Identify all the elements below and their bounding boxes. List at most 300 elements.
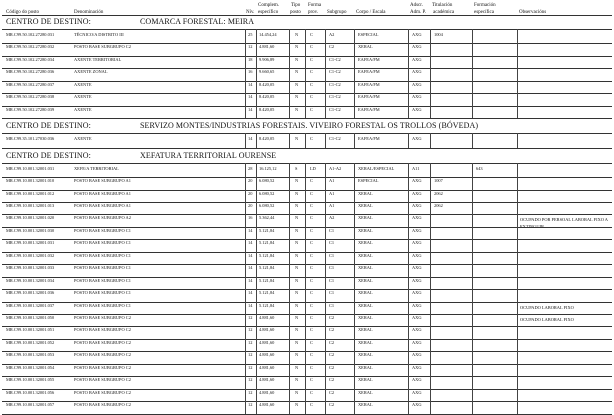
row-forma: C [310, 178, 313, 184]
column-divider [245, 133, 246, 147]
row-adscr: AXG [412, 302, 422, 308]
row-tipo: N [295, 277, 299, 283]
row-nivel: 14 [248, 290, 253, 296]
row-forma: C [310, 69, 313, 75]
row-subgrupo: C1 [329, 265, 335, 271]
row-denominacion: AXENTE [74, 136, 92, 142]
row-denominacion: POSTO BASE SUBGRUPO C2 [74, 364, 131, 370]
row-corpo: EAFEA/FM [358, 81, 380, 87]
row-code: MR.C99.50.102.27280.036 [6, 69, 55, 75]
row-tipo: N [295, 402, 299, 408]
row-titulacion: 2062 [434, 202, 443, 208]
row-complem: 4.881,60 [259, 352, 275, 358]
header-forma: Forma [308, 3, 322, 8]
row-corpo: EAFEA/FM [358, 94, 380, 100]
column-divider [305, 163, 306, 414]
row-nivel: 16 [248, 215, 253, 221]
row-adscr: AXG [412, 44, 422, 50]
row-subgrupo: C2 [329, 327, 335, 333]
column-divider [408, 163, 409, 414]
row-corpo: XERAL [358, 190, 373, 196]
row-corpo: XERAL [358, 44, 373, 50]
row-nivel: 14 [248, 94, 253, 100]
row-subgrupo: C2 [329, 389, 335, 395]
row-complem: 4.881,60 [259, 364, 275, 370]
row-code: MR.C99.50.102.27280.039 [6, 106, 55, 112]
row-titulacion: 2062 [434, 190, 443, 196]
section-rule [2, 29, 612, 30]
row-adscr: AXG [412, 377, 422, 383]
row-adscr: AXG [412, 136, 422, 142]
row-code: MR.C99.10.001.32001.053 [6, 352, 55, 358]
row-tipo: N [295, 202, 299, 208]
row-code: MR.C99.50.102.27280.037 [6, 81, 55, 87]
row-nivel: 14 [248, 106, 253, 112]
row-forma: C [310, 56, 313, 62]
row-corpo: EAFEA/FM [358, 106, 380, 112]
row-tipo: N [295, 32, 299, 37]
row-code: MR.C99.10.001.32001.033 [6, 265, 55, 271]
row-forma: C [310, 94, 313, 100]
row-adscr: AXG [412, 327, 422, 333]
row-forma: C [310, 277, 313, 283]
row-complem: 8.420,05 [259, 94, 275, 100]
row-subgrupo: C2 [329, 339, 335, 345]
row-corpo: XERAL [358, 339, 373, 345]
row-complem: 5.121,84 [259, 265, 275, 271]
row-complem: 4.881,60 [259, 327, 275, 333]
row-adscr: AXG [412, 202, 422, 208]
row-adscr: AXG [412, 81, 422, 87]
header-forma-prov: prov. [308, 10, 319, 15]
row-denominacion: POSTO BASE SUBGRUPO C2 [74, 389, 131, 395]
header-tipo: Tipo [291, 3, 301, 8]
row-corpo: XERAL [358, 327, 373, 333]
row-code: MR.C99.10.001.32001.012 [6, 190, 55, 196]
row-forma: C [310, 265, 313, 271]
row-denominacion: POSTO BASE SUBGRUPO C1 [74, 277, 131, 283]
row-adscr: AXG [412, 364, 422, 370]
row-code: MR.C99.10.001.32001.013 [6, 202, 55, 208]
header-formacion-especifica: específica [474, 10, 494, 15]
row-denominacion: AXENTE [74, 106, 92, 112]
column-divider [256, 133, 257, 147]
row-complem: 4.881,60 [259, 315, 275, 320]
column-divider [430, 29, 431, 118]
row-forma: C [310, 252, 313, 258]
row-forma: C [310, 227, 313, 233]
row-subgrupo: C2 [329, 44, 335, 50]
row-observacions: OCUPADO POR PERSOAL LABORAL FIXO A EXTINGUIR [520, 217, 608, 230]
row-code: MR.C99.10.001.32001.036 [6, 290, 55, 296]
row-corpo: XERAL [358, 215, 373, 221]
row-denominacion: POSTO BASE SUBGRUPO C1 [74, 265, 131, 271]
row-forma: C [310, 106, 313, 112]
row-nivel: 14 [248, 302, 253, 308]
row-adscr: AXG [412, 69, 422, 75]
row-code: MR.C99.50.102.27280.034 [6, 56, 55, 62]
section-label: CENTRO DE DESTINO: [6, 150, 91, 160]
row-tipo: N [295, 44, 299, 50]
row-complem: 9.906,89 [259, 56, 275, 62]
row-subgrupo: C1-C2 [329, 94, 341, 100]
row-forma: C [310, 32, 313, 37]
row-nivel: 12 [248, 339, 253, 345]
column-divider [472, 29, 473, 118]
row-corpo: XERAL [358, 265, 373, 271]
row-code: MR.C99.10.001.32001.034 [6, 277, 55, 283]
row-denominacion: POSTO BASE SUBGRUPO C2 [74, 339, 131, 345]
row-tipo: N [295, 377, 299, 383]
row-subgrupo: C1 [329, 277, 335, 283]
row-subgrupo: C1-C2 [329, 136, 341, 142]
row-complem: 4.881,60 [259, 377, 275, 383]
header-titulacion: Titulación [432, 3, 453, 8]
row-nivel: 20 [248, 202, 253, 208]
row-observacions: OCUPADO LABORAL FIXO [520, 304, 574, 310]
row-code: MR.C99.10.001.32001.050 [6, 315, 55, 320]
row-tipo: N [295, 252, 299, 258]
row-nivel: 16 [248, 69, 253, 75]
row-denominacion: POSTO BASE SUBGRUPO C1 [74, 302, 131, 308]
row-corpo: XERAL [358, 364, 373, 370]
row-adscr: AXG [412, 315, 422, 320]
row-complem: 4.881,60 [259, 402, 275, 408]
header-formacion: Formación [474, 3, 496, 8]
row-code: MR.C99.10.001.32001.030 [6, 227, 55, 233]
row-corpo: XERAL [358, 240, 373, 246]
row-complem: 5.121,84 [259, 240, 275, 246]
row-observacions: OCUPADO LABORAL FIXO [520, 317, 574, 322]
column-divider [354, 133, 355, 147]
row-tipo: N [295, 352, 299, 358]
row-code: MR.C99.10.001.32001.032 [6, 252, 55, 258]
row-formacion: 643 [476, 165, 483, 171]
row-code: MR.C99.35.101.27030.036 [6, 136, 55, 142]
header-corpo: Corpo / Escala [356, 10, 386, 15]
header-rule [2, 15, 612, 16]
row-subgrupo: A2 [329, 215, 335, 221]
row-denominacion: POSTO BASE SUBGRUPO C2 [74, 315, 131, 320]
row-adscr: AXG [412, 290, 422, 296]
row-denominacion: POSTO BASE SUBGRUPO C2 [74, 327, 131, 333]
row-denominacion: POSTO BASE SUBGRUPO C2 [74, 352, 131, 358]
row-subgrupo: C2 [329, 402, 335, 408]
row-titulacion: 1007 [434, 178, 443, 184]
section-label: CENTRO DE DESTINO: [6, 121, 91, 131]
row-forma: C [310, 215, 313, 221]
column-divider [245, 163, 246, 414]
row-subgrupo: C2 [329, 315, 335, 320]
row-adscr: AXG [412, 389, 422, 395]
row-corpo: XERAL [358, 227, 373, 233]
column-divider [325, 133, 326, 147]
row-subgrupo: C1 [329, 302, 335, 308]
section-name: COMARCA FORESTAL: MEIRA [140, 17, 255, 26]
row-rule [2, 81, 612, 82]
row-nivel: 12 [248, 315, 253, 320]
row-denominacion: POSTO BASE SUBGRUPO C1 [74, 252, 131, 258]
row-tipo: N [295, 178, 299, 184]
row-nivel: 12 [248, 352, 253, 358]
row-complem: 5.121,84 [259, 252, 275, 258]
row-denominacion: TÉCNICO/A DISTRITO III [74, 32, 124, 37]
column-divider [472, 163, 473, 414]
row-adscr: AXG [412, 94, 422, 100]
row-forma: C [310, 315, 313, 320]
row-tipo: N [295, 190, 299, 196]
row-nivel: 18 [248, 56, 253, 62]
row-nivel: 14 [248, 240, 253, 246]
row-nivel: 12 [248, 377, 253, 383]
row-complem: 5.121,84 [259, 302, 275, 308]
row-subgrupo: A2 [329, 32, 335, 37]
row-denominacion: POSTO BASE SUBGRUPO C1 [74, 290, 131, 296]
row-adscr: AXG [412, 252, 422, 258]
column-divider [472, 133, 473, 147]
row-nivel: 28 [248, 165, 253, 171]
row-adscr: A11 [412, 165, 420, 171]
row-code: MR.C99.50.102.27280.032 [6, 44, 55, 50]
row-tipo: N [295, 290, 299, 296]
row-adscr: AXG [412, 339, 422, 345]
row-tipo: N [295, 69, 299, 75]
column-divider [430, 133, 431, 147]
row-tipo: N [295, 265, 299, 271]
column-divider [517, 133, 518, 147]
header-nivel: Nív. [246, 10, 255, 15]
column-divider [517, 163, 518, 414]
row-code: MR.C99.10.001.32001.031 [6, 240, 55, 246]
row-corpo: XERAL [358, 202, 373, 208]
row-corpo: XERAL [358, 302, 373, 308]
row-subgrupo: C2 [329, 364, 335, 370]
row-subgrupo: C1-C2 [329, 56, 341, 62]
row-code: MR.C99.10.001.32001.052 [6, 339, 55, 345]
row-complem: 4.881,60 [259, 339, 275, 345]
row-nivel: 20 [248, 178, 253, 184]
row-tipo: N [295, 136, 299, 142]
row-titulacion: 1004 [434, 32, 443, 37]
row-denominacion: POSTO BASE SUBGRUPO A1 [74, 178, 131, 184]
row-nivel: 14 [248, 265, 253, 271]
row-adscr: AXG [412, 277, 422, 283]
row-subgrupo: C1-C2 [329, 69, 341, 75]
row-code: MR.C99.10.001.32001.031 [6, 165, 55, 171]
row-complem: 5.362,44 [259, 215, 275, 221]
header-titulacion-academica: académica [433, 10, 455, 15]
row-nivel: 20 [248, 190, 253, 196]
row-corpo: XERAL [358, 389, 373, 395]
row-nivel: 14 [248, 136, 253, 142]
column-divider [354, 163, 355, 414]
row-tipo: N [295, 56, 299, 62]
row-tipo: N [295, 215, 299, 221]
row-corpo: XERAL/ESPECIAL [358, 165, 395, 171]
column-divider [408, 133, 409, 147]
header-adscr-adm: Adm. P. [410, 10, 426, 15]
row-corpo: XERAL [358, 277, 373, 283]
row-complem: 6.080,52 [259, 202, 275, 208]
row-nivel: 12 [248, 327, 253, 333]
row-adscr: AXG [412, 352, 422, 358]
section-label: CENTRO DE DESTINO: [6, 17, 91, 26]
row-complem: 8.420,05 [259, 136, 275, 142]
row-complem: 5.121,84 [259, 227, 275, 233]
row-forma: C [310, 352, 313, 358]
row-code: MR.C99.10.001.32001.010 [6, 178, 55, 184]
column-divider [517, 29, 518, 118]
row-nivel: 12 [248, 44, 253, 50]
row-subgrupo: A1-A2 [329, 165, 342, 171]
column-divider [305, 133, 306, 147]
row-denominacion: AXENTE [74, 81, 92, 87]
row-tipo: N [295, 315, 299, 320]
row-forma: C [310, 364, 313, 370]
row-complem: 16.125,12 [259, 165, 277, 171]
row-forma: C [310, 377, 313, 383]
row-rule [2, 414, 612, 415]
section-name: SERVIZO MONTES/INDUSTRIAS FORESTAIS. VIVEIRO FORESTAL OS TROLLOS (BÓVEDA) [140, 121, 479, 131]
row-forma: C [310, 327, 313, 333]
row-denominacion: AXENTE [74, 94, 92, 100]
column-divider [245, 29, 246, 118]
row-subgrupo: A1 [329, 178, 335, 184]
row-code: MR.C99.10.001.32001.055 [6, 377, 55, 383]
row-adscr: AXG [412, 190, 422, 196]
row-forma: C [310, 44, 313, 50]
header-complem: Complem. [258, 3, 279, 8]
row-adscr: AXG [412, 32, 422, 37]
row-nivel: 12 [248, 402, 253, 408]
column-divider [289, 133, 290, 147]
row-tipo: N [295, 106, 299, 112]
header-adscr: Adscr. [410, 3, 423, 8]
row-code: MR.C99.10.001.32001.051 [6, 327, 55, 333]
column-divider [256, 29, 257, 118]
row-denominacion: POSTO BASE SUBGRUPO A2 [74, 215, 131, 221]
column-divider [256, 163, 257, 414]
row-forma: C [310, 240, 313, 246]
row-nivel: 12 [248, 364, 253, 370]
row-complem: 4.881,60 [259, 389, 275, 395]
row-subgrupo: C1-C2 [329, 81, 341, 87]
row-forma: C [310, 290, 313, 296]
row-corpo: XERAL [358, 402, 373, 408]
row-tipo: N [295, 364, 299, 370]
row-forma: C [310, 402, 313, 408]
row-corpo: XERAL [358, 252, 373, 258]
row-corpo: EAFEA/FM [358, 69, 380, 75]
row-denominacion: AXENTE ZONAL [74, 69, 108, 75]
row-corpo: XERAL [358, 290, 373, 296]
row-tipo: N [295, 240, 299, 246]
row-tipo: N [295, 339, 299, 345]
row-complem: 6.080,52 [259, 178, 275, 184]
row-forma: C [310, 136, 313, 142]
row-tipo: N [295, 94, 299, 100]
row-adscr: AXG [412, 215, 422, 221]
row-tipo: N [295, 327, 299, 333]
row-denominacion: XEFE/A TERRITORIAL [74, 165, 119, 171]
row-forma: C [310, 202, 313, 208]
row-adscr: AXG [412, 227, 422, 233]
row-nivel: 25 [248, 32, 253, 37]
column-divider [325, 29, 326, 118]
row-corpo: XERAL [358, 352, 373, 358]
row-nivel: 14 [248, 277, 253, 283]
row-complem: 5.121,84 [259, 290, 275, 296]
row-complem: 6.080,52 [259, 190, 275, 196]
section-rule [2, 133, 612, 134]
row-tipo: N [295, 81, 299, 87]
header-codigo: Código do posto [6, 10, 40, 15]
row-denominacion: POSTO BASE SUBGRUPO C1 [74, 227, 131, 233]
row-code: MR.C99.10.001.32001.056 [6, 389, 55, 395]
row-rule [2, 118, 612, 119]
column-divider [325, 163, 326, 414]
row-complem: 9.660,65 [259, 69, 275, 75]
row-tipo: N [295, 302, 299, 308]
header-denominacion: Denominación [74, 10, 104, 15]
row-forma: C [310, 81, 313, 87]
row-subgrupo: A1 [329, 202, 335, 208]
row-tipo: N [295, 227, 299, 233]
row-complem: 5.121,84 [259, 277, 275, 283]
row-denominacion: POSTO BASE SUBGRUPO C1 [74, 240, 131, 246]
row-nivel: 14 [248, 252, 253, 258]
row-subgrupo: C1 [329, 240, 335, 246]
row-adscr: AXG [412, 265, 422, 271]
row-forma: LD [310, 165, 316, 171]
row-rule [2, 148, 612, 149]
column-divider [408, 29, 409, 118]
row-complem: 14.454,24 [259, 32, 277, 37]
row-forma: C [310, 190, 313, 196]
row-subgrupo: C1-C2 [329, 106, 341, 112]
row-rule [2, 93, 612, 94]
row-denominacion: POSTO BASE SUBGRUPO C2 [74, 44, 131, 50]
section-name: XEFATURA TERRITORIAL OURENSE [140, 150, 277, 160]
column-divider [289, 163, 290, 414]
row-adscr: AXG [412, 106, 422, 112]
header-tipo-posto: posto [290, 10, 301, 15]
row-corpo: XERAL [358, 315, 373, 320]
row-nivel: 14 [248, 227, 253, 233]
row-code: MR.C99.10.001.32001.037 [6, 302, 55, 308]
section-rule [2, 163, 612, 164]
row-complem: 4.881,60 [259, 44, 275, 50]
row-denominacion: POSTO BASE SUBGRUPO A1 [74, 202, 131, 208]
row-denominacion: AXENTE TERRITORIAL [74, 56, 122, 62]
row-nivel: 14 [248, 81, 253, 87]
row-nivel: 12 [248, 389, 253, 395]
header-complem-especifico: específico [258, 10, 279, 15]
row-denominacion: POSTO BASE SUBGRUPO C2 [74, 377, 131, 383]
row-corpo: XERAL [358, 377, 373, 383]
row-code: MR.C99.50.102.27280.031 [6, 32, 55, 37]
row-subgrupo: C1 [329, 290, 335, 296]
column-divider [354, 29, 355, 118]
row-subgrupo: A1 [329, 190, 335, 196]
row-adscr: AXG [412, 56, 422, 62]
row-corpo: EAFEA/FM [358, 136, 380, 142]
row-denominacion: POSTO BASE SUBGRUPO A1 [74, 190, 131, 196]
row-denominacion: POSTO BASE SUBGRUPO C2 [74, 402, 131, 408]
row-tipo: S [295, 165, 298, 171]
row-rule [2, 106, 612, 107]
column-divider [305, 29, 306, 118]
